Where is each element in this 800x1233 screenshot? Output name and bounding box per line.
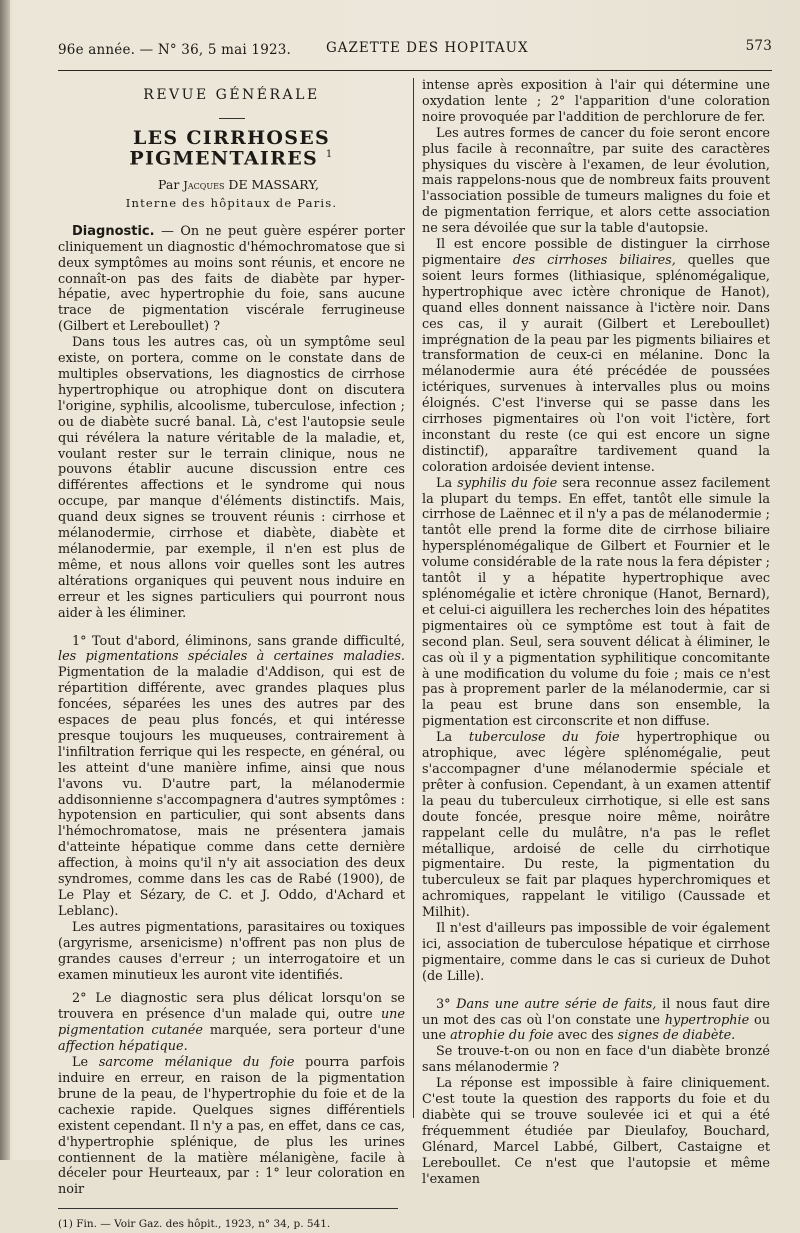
- emphasis: les pigmentations spéciales à certaines maladies.: [58, 649, 405, 665]
- paragraph-text: marquée, sera porteur d'une: [202, 1023, 405, 1039]
- paragraph-text: 3°: [436, 996, 457, 1012]
- footnote-rule: [58, 1208, 398, 1209]
- emphasis: affection hépatique.: [58, 1039, 188, 1055]
- paragraph-text: 2° Le diagnostic sera plus délicat lorsqu'on se trouvera en présence d'un malade qui, outre: [58, 991, 405, 1023]
- paragraph: [422, 730, 770, 921]
- title-footnote-mark: 1: [325, 148, 334, 160]
- paragraph-text: sera reconnue assez facilement la plupart du temps. En effet, tantôt elle simule la cirrhose de Laënnec et il n'y a pas de mélanodermie ; tantôt elle prend la forme dite de cirrhose biliaire hypersplénomégalique de Gilbert et Fournier et le volume considérable de la rate nous la fera dépister ; tantôt il y a hépatite hypertrophique avec splénomégalie et ictère chronique (Hanot, Bernard), et celui-ci aiguillera les recherches loin des hépatites pigmentaires où ce symptôme est tout à fait de second plan. Seul, sera souvent délicat à éliminer, le cas où il y a pigmentation syphilitique concomitante à une modification du volume du foie ; mais ce n'est pas à proprement parler de la mélanodermie, car si la peau est brune dans son ensemble, la pigmentation est circonscrite et non diffuse.: [422, 475, 770, 730]
- paragraph-text: Pigmentation de la maladie d'Addison, qui est de répartition différente, avec grandes plaques plus foncées, séparées les unes des autres par des espaces de peau plus foncés, et qui intéresse presque toujours les muqueuses, contrairement à l'infiltration ferrique qui les respecte, en général, ou les atteint d'une manière infime, ainsi que nous l'avons vu. D'autre part, la mélanodermie addisonnienne s'accompagnera d'autres symptômes : hypotension en particulier, qui sont absents dans l'hémochromatose, mais ne présentera jamais d'atteinte hépatique comme dans cette dernière affection, à moins qu'il n'y ait association des deux syndromes, comme dans les cas de Rabé (1900), de Le Play et Sézary, de C. et J. Oddo, d'Achard et Leblanc).: [58, 665, 405, 919]
- emphasis: tuberculose du foie: [468, 730, 620, 746]
- section-title: REVUE GÉNÉRALE: [143, 87, 320, 103]
- paragraph: Se trouve-t-on ou non en face d'un diabète bronzé sans mélanodermie ?: [422, 1044, 770, 1076]
- paragraph: [58, 634, 405, 920]
- running-head: [58, 38, 772, 62]
- paragraph-text: pourra parfois induire en erreur, en raison de la pigmentation brune de la peau, de l'hypertrophie du foie et de la cachexie rapide. Quelques signes différentiels existent cependant. Il n'y a pas, en effet, dans ce cas, d'hypertrophie splénique, de plus les urines contiennent de la matière mélanigène, facile à déceler pour Heurteaux, par : 1° leur coloration en noir: [58, 1055, 405, 1198]
- paragraph: Les autres pigmentations, parasitaires ou toxiques (argyrisme, arsenicisme) n'offrent pas non plus de grandes causes d'erreur ; un interrogatoire et un examen minutieux les auront vite identifiés.: [58, 919, 405, 983]
- journal-title: GAZETTE DES HOPITAUX: [326, 40, 529, 56]
- right-column: [422, 78, 770, 1188]
- issue-info: 96e année. — N° 36, 5 mai 1923.: [58, 42, 292, 58]
- emphasis: signes de diabète.: [617, 1028, 736, 1044]
- paragraph-text: quelles que soient leurs formes (lithiasique, splénomégalique, hypertrophique avec ictère chronique de Hanot), quand elles donnent naissance à l'ictère noir. Dans ces cas, il y aurait (Gilbert et Lereboullet) imprégnation de la peau par les pigments biliaires et transformation de ceux-ci en mélanine. Donc la mélanodermie aura été précédée de poussées ictériques, survenues à intervalles plus ou moins éloignés. C'est l'inverse qui se passe dans les cirrhoses pigmentaires où l'on voit l'ictère, fort inconstant du reste (ce qui est encore un signe distinctif), apparaître tardivement quand la coloration ardoisée devient intense.: [422, 252, 770, 475]
- paragraph: [58, 1055, 405, 1198]
- page-number: 573: [745, 38, 772, 54]
- paragraph: [422, 237, 770, 476]
- paragraph: [58, 991, 405, 1055]
- paragraph-text: Le: [72, 1055, 99, 1071]
- paragraph: intense après exposition à l'air qui détermine une oxydation lente ; 2° l'apparition d'une coloration noire provoquée par l'addition de perchlorure de fer.: [422, 78, 770, 125]
- author-family-name: DE MASSARY,: [228, 177, 319, 193]
- paragraph: [58, 224, 405, 335]
- emphasis: une pigmentation cutanée: [58, 1007, 405, 1039]
- paragraph: Dans tous les autres cas, où un symptôme seul existe, on portera, comme on le constate dans de multiples observations, les diagnostics de cirrhose hypertrophique ou atrophique dont on discutera l'origine, syphilis, alcoolisme, tuberculose, infection ; ou de diabète sucré banal. Là, c'est l'autopsie seule qui révélera la nature véritable de la maladie, et, voulant rester sur le terrain clinique, nous ne pouvons établir aucune discussion entre ces différentes affections et le syndrome qui nous occupe, par manque d'éléments distinctifs. Mais, quand deux signes se trouvent réunis : cirrhose et mélanodermie, cirrhose et diabète, diabète et mélanodermie, par exemple, il n'en est plus de même, et nous allons voir quelles sont les autres altérations organiques qui peuvent nous induire en erreur et les signes particuliers qui pourront nous aider à les éliminer.: [58, 335, 405, 621]
- emphasis: Dans une autre série de faits,: [456, 996, 657, 1012]
- paragraph-text: hypertrophique ou atrophique, avec légère splénomégalie, peut s'accompagner d'une mélanodermie spéciale et prêter à confusion. Cependant, à un examen attentif la peau du tuberculeux cirrhotique, si elle est sans doute foncée, presque noire même, noirâtre rappelant celle du mulâtre, n'a pas le reflet métallique, ardoisé de celle du cirrhotique pigmentaire. Du reste, la pigmentation du tuberculeux se fait par plaques hyperchromiques et achromiques, rappelant le vitiligo (Caussade et Milhit).: [422, 730, 770, 921]
- paragraph-text: il nous faut dire un mot des cas où l'on constate une: [422, 996, 770, 1028]
- paragraph: Les autres formes de cancer du foie seront encore plus facile à reconnaître, par suite des caractères physiques du viscère à l'examen, de leur évolution, mais rappelons-nous que de nombreux faits prouvent l'association possible de tumeurs malignes du foie et de pigmentation ferrique, et alors cette association ne sera dévoilée que sur la table d'autopsie.: [422, 125, 770, 237]
- header-rule: [58, 70, 772, 71]
- article-title-text: LES CIRRHOSES PIGMENTAIRES: [129, 126, 331, 170]
- title-rule: [219, 118, 245, 119]
- paragraph: La réponse est impossible à faire cliniquement. C'est toute la question des rapports du foie et du diabète qui se trouve soulevée ici et qui a été fréquemment étudiée par Dieulafoy, Bouchard, Glénard, Marcel Labbé, Gilbert, Castaigne et Lereboullet. Ce n'est que l'autopsie et même l'examen: [422, 1076, 770, 1187]
- page-edge: [0, 0, 10, 1160]
- byline: [58, 177, 405, 194]
- emphasis: hypertrophie: [664, 1012, 750, 1028]
- paragraph-text: Il est encore possible de distinguer la cirrhose pigmentaire: [422, 237, 770, 268]
- emphasis: atrophie du foie: [450, 1028, 554, 1044]
- byline-prefix: Par: [158, 177, 180, 193]
- article-title: [58, 126, 405, 170]
- paragraph-text: — On ne peut guère espérer porter cliniquement un diagnostic d'hémochromatose que si deux symptômes au moins sont réunis, et encore ne connaît-on pas des faits de diabète par hyper-hépatie, avec hypertrophie du foie, sans aucune trace de pigmentation viscérale ferrugineuse (Gilbert et Lereboullet) ?: [58, 223, 405, 335]
- paragraph-text: ou une: [422, 1012, 770, 1044]
- footnote: (1) Fin. — Voir Gaz. des hôpit., 1923, n° 34, p. 541.: [58, 1218, 331, 1231]
- paragraph-text: avec des: [553, 1028, 618, 1044]
- paragraph: Il n'est d'ailleurs pas impossible de voir également ici, association de tuberculose hépatique et cirrhose pigmentaire, comme dans le cas si curieux de Duhot (de Lille).: [422, 921, 770, 984]
- emphasis: des cirrhoses biliaires,: [512, 252, 676, 268]
- subsection-heading: Diagnostic.: [72, 223, 155, 239]
- emphasis: sarcome mélanique du foie: [98, 1055, 295, 1071]
- paragraph-text: La: [436, 475, 458, 491]
- paragraph-text: 1° Tout d'abord, éliminons, sans grande difficulté,: [72, 633, 405, 649]
- paragraph-text: La: [436, 730, 469, 746]
- author-given-name: Jacques: [183, 178, 225, 193]
- author-affiliation: Interne des hôpitaux de Paris.: [125, 195, 338, 210]
- paragraph: [422, 997, 770, 1045]
- paragraph: [422, 476, 770, 731]
- emphasis: syphilis du foie: [457, 475, 558, 491]
- left-column: [58, 78, 405, 1233]
- column-divider: [413, 78, 414, 1118]
